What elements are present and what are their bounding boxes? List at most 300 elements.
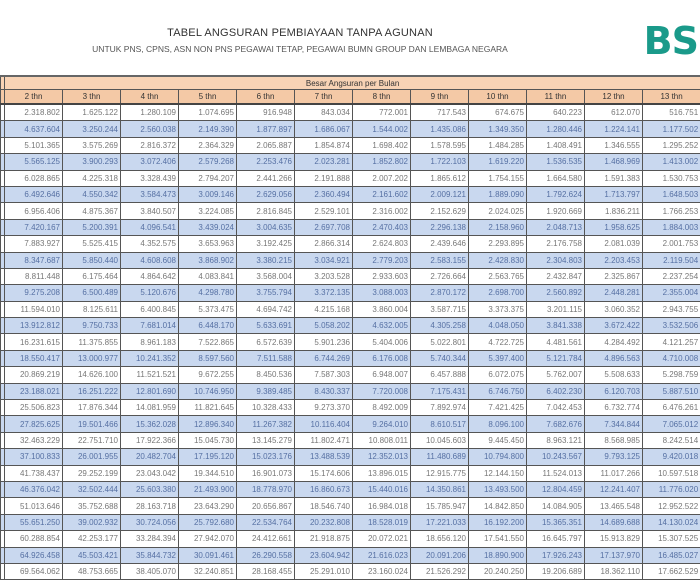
installment-cell: 5.120.676 xyxy=(121,285,179,301)
installment-cell: 17.662.529 xyxy=(643,563,700,579)
installment-cell: 2.296.138 xyxy=(411,219,469,235)
installment-cell: 38.405.070 xyxy=(121,563,179,579)
installment-cell: 6.746.750 xyxy=(469,383,527,399)
installment-cell: 2.149.390 xyxy=(179,121,237,137)
installment-cell: 2.023.281 xyxy=(295,154,353,170)
installment-cell: 18.528.019 xyxy=(353,514,411,530)
installment-cell: 1.346.555 xyxy=(585,137,643,153)
installment-cell: 4.710.008 xyxy=(643,350,700,366)
installment-cell: 9.672.255 xyxy=(179,367,237,383)
installment-cell: 2.316.002 xyxy=(353,203,411,219)
installment-cell: 1.413.002 xyxy=(643,154,700,170)
installment-cell: 28.168.455 xyxy=(237,563,295,579)
installment-cell: 5.740.344 xyxy=(411,350,469,366)
installment-cell: 15.023.176 xyxy=(237,449,295,465)
table-row xyxy=(1,318,700,334)
installment-cell: 4.121.257 xyxy=(643,334,700,350)
installment-cell: 2.441.266 xyxy=(237,170,295,186)
installment-cell: 2.001.753 xyxy=(643,236,700,252)
installment-cell: 17.137.970 xyxy=(585,547,643,563)
installment-cell: 3.201.115 xyxy=(527,301,585,317)
installment-cell: 5.101.365 xyxy=(5,137,63,153)
installment-cell: 14.130.024 xyxy=(643,514,700,530)
installment-cell: 2.579.268 xyxy=(179,154,237,170)
installment-cell: 1.408.491 xyxy=(527,137,585,153)
installment-cell: 60.288.854 xyxy=(5,531,63,547)
installment-cell: 5.121.784 xyxy=(527,350,585,366)
installment-cell: 3.860.004 xyxy=(353,301,411,317)
installment-cell: 33.284.394 xyxy=(121,531,179,547)
table-row xyxy=(1,268,700,284)
table-row xyxy=(1,219,700,235)
installment-cell: 2.203.453 xyxy=(585,252,643,268)
installment-cell: 7.344.844 xyxy=(585,416,643,432)
installment-cell: 19.206.689 xyxy=(527,563,585,579)
installment-cell: 17.195.120 xyxy=(179,449,237,465)
installment-cell: 772.001 xyxy=(353,104,411,121)
column-header: 2 thn xyxy=(5,90,63,105)
installment-cell: 2.629.056 xyxy=(237,186,295,202)
column-header-row xyxy=(1,90,700,105)
table-row xyxy=(1,285,700,301)
installment-cell: 6.072.075 xyxy=(469,367,527,383)
installment-cell: 23.604.942 xyxy=(295,547,353,563)
installment-cell: 2.253.476 xyxy=(237,154,295,170)
installment-cell: 41.738.437 xyxy=(5,465,63,481)
installment-cell: 2.048.713 xyxy=(527,219,585,235)
installment-cell: 15.307.525 xyxy=(643,531,700,547)
installment-cell: 1.836.211 xyxy=(585,203,643,219)
installment-cell: 20.091.206 xyxy=(411,547,469,563)
installment-cell: 22.534.764 xyxy=(237,514,295,530)
installment-cell: 14.689.688 xyxy=(585,514,643,530)
installment-cell: 6.956.406 xyxy=(5,203,63,219)
table-row xyxy=(1,137,700,153)
page-title: TABEL ANGSURAN PEMBIAYAAN TANPA AGUNAN xyxy=(0,27,600,39)
installment-cell: 4.096.541 xyxy=(121,219,179,235)
installment-cell: 1.578.595 xyxy=(411,137,469,153)
installment-cell: 3.868.902 xyxy=(179,252,237,268)
installment-cell: 1.530.753 xyxy=(643,170,700,186)
column-header: 13 thn xyxy=(643,90,700,105)
installment-cell: 7.421.425 xyxy=(469,400,527,416)
installment-cell: 23.160.024 xyxy=(353,563,411,579)
installment-cell: 23.188.021 xyxy=(5,383,63,399)
installment-cell: 1.766.253 xyxy=(643,203,700,219)
installment-cell: 2.470.403 xyxy=(353,219,411,235)
installment-cell: 2.009.121 xyxy=(411,186,469,202)
installment-cell: 7.720.008 xyxy=(353,383,411,399)
installment-cell: 3.034.921 xyxy=(295,252,353,268)
installment-cell: 3.004.635 xyxy=(237,219,295,235)
installment-cell: 4.083.841 xyxy=(179,268,237,284)
column-header: 12 thn xyxy=(585,90,643,105)
installment-cell: 2.158.960 xyxy=(469,219,527,235)
installment-cell: 3.192.425 xyxy=(237,236,295,252)
installment-cell: 8.610.517 xyxy=(411,416,469,432)
installment-cell: 16.860.673 xyxy=(295,481,353,497)
installment-cell: 11.776.020 xyxy=(643,481,700,497)
installment-cell: 10.241.352 xyxy=(121,350,179,366)
installment-cell: 69.564.062 xyxy=(5,563,63,579)
installment-cell: 21.493.900 xyxy=(179,481,237,497)
table-row xyxy=(1,301,700,317)
installment-cell: 5.525.415 xyxy=(63,236,121,252)
installment-cell: 3.672.422 xyxy=(585,318,643,334)
installment-cell: 18.362.110 xyxy=(585,563,643,579)
installment-cell: 5.404.006 xyxy=(353,334,411,350)
installment-cell: 3.840.507 xyxy=(121,203,179,219)
installment-cell: 8.811.448 xyxy=(5,268,63,284)
installment-cell: 7.420.167 xyxy=(5,219,63,235)
installment-cell: 12.144.150 xyxy=(469,465,527,481)
installment-cell: 1.713.797 xyxy=(585,186,643,202)
installment-cell: 7.522.865 xyxy=(179,334,237,350)
installment-cell: 2.007.202 xyxy=(353,170,411,186)
installment-cell: 2.816.372 xyxy=(121,137,179,153)
installment-cell: 13.465.548 xyxy=(585,498,643,514)
installment-cell: 9.389.485 xyxy=(237,383,295,399)
installment-cell: 4.215.168 xyxy=(295,301,353,317)
installment-cell: 19.344.510 xyxy=(179,465,237,481)
installment-cell: 9.275.208 xyxy=(5,285,63,301)
installment-cell: 8.492.009 xyxy=(353,400,411,416)
installment-cell: 5.565.125 xyxy=(5,154,63,170)
installment-cell: 48.753.665 xyxy=(63,563,121,579)
installment-cell: 2.870.172 xyxy=(411,285,469,301)
installment-cell: 2.237.254 xyxy=(643,268,700,284)
installment-cell: 13.912.812 xyxy=(5,318,63,334)
installment-cell: 516.751 xyxy=(643,104,700,121)
installment-cell: 8.450.536 xyxy=(237,367,295,383)
installment-cell: 17.922.366 xyxy=(121,432,179,448)
table-row xyxy=(1,252,700,268)
table-row xyxy=(1,334,700,350)
installment-cell: 12.352.013 xyxy=(353,449,411,465)
installment-cell: 21.918.875 xyxy=(295,531,353,547)
installment-cell: 18.778.970 xyxy=(237,481,295,497)
column-header: 7 thn xyxy=(295,90,353,105)
installment-cell: 1.177.502 xyxy=(643,121,700,137)
installment-cell: 6.028.865 xyxy=(5,170,63,186)
installment-cell: 26.001.955 xyxy=(63,449,121,465)
installment-cell: 6.400.845 xyxy=(121,301,179,317)
installment-cell: 4.896.563 xyxy=(585,350,643,366)
installment-cell: 11.375.855 xyxy=(63,334,121,350)
installment-cell: 2.360.494 xyxy=(295,186,353,202)
installment-cell: 7.587.303 xyxy=(295,367,353,383)
installment-cell: 1.619.220 xyxy=(469,154,527,170)
table-row xyxy=(1,203,700,219)
installment-cell: 6.500.489 xyxy=(63,285,121,301)
installment-cell: 9.264.010 xyxy=(353,416,411,432)
installment-cell: 19.501.466 xyxy=(63,416,121,432)
installment-cell: 6.120.703 xyxy=(585,383,643,399)
installment-cell: 12.804.459 xyxy=(527,481,585,497)
installment-cell: 17.221.033 xyxy=(411,514,469,530)
installment-cell: 10.243.567 xyxy=(527,449,585,465)
column-header: 11 thn xyxy=(527,90,585,105)
installment-cell: 1.484.285 xyxy=(469,137,527,153)
installment-cell: 8.096.100 xyxy=(469,416,527,432)
installment-cell: 717.543 xyxy=(411,104,469,121)
installment-cell: 1.648.503 xyxy=(643,186,700,202)
installment-cell: 42.253.177 xyxy=(63,531,121,547)
installment-cell: 18.890.900 xyxy=(469,547,527,563)
installment-cell: 1.468.969 xyxy=(585,154,643,170)
page-subtitle: UNTUK PNS, CPNS, ASN NON PNS PEGAWAI TETAP, PEGAWAI BUMN GROUP DAN LEMBAGA NEGARA xyxy=(0,44,600,54)
installment-cell: 7.681.014 xyxy=(121,318,179,334)
table-row xyxy=(1,121,700,137)
installment-cell: 6.732.774 xyxy=(585,400,643,416)
installment-cell: 20.240.250 xyxy=(469,563,527,579)
installment-cell: 37.100.833 xyxy=(5,449,63,465)
installment-cell: 4.481.561 xyxy=(527,334,585,350)
installment-cell: 3.072.406 xyxy=(121,154,179,170)
table-row xyxy=(1,449,700,465)
table-row xyxy=(1,498,700,514)
installment-cell: 2.318.802 xyxy=(5,104,63,121)
installment-cell: 2.432.847 xyxy=(527,268,585,284)
installment-cell: 2.697.708 xyxy=(295,219,353,235)
table-row xyxy=(1,432,700,448)
installment-cell: 25.603.380 xyxy=(121,481,179,497)
installment-cell: 4.875.367 xyxy=(63,203,121,219)
installment-cell: 1.854.874 xyxy=(295,137,353,153)
installment-cell: 11.521.521 xyxy=(121,367,179,383)
table-body xyxy=(1,104,700,580)
installment-cell: 5.058.202 xyxy=(295,318,353,334)
installment-cell: 3.532.506 xyxy=(643,318,700,334)
installment-cell: 8.242.514 xyxy=(643,432,700,448)
installment-cell: 2.560.038 xyxy=(121,121,179,137)
installment-cell: 1.686.067 xyxy=(295,121,353,137)
installment-cell: 12.952.522 xyxy=(643,498,700,514)
installment-cell: 2.304.803 xyxy=(527,252,585,268)
table-row xyxy=(1,416,700,432)
installment-cell: 2.119.504 xyxy=(643,252,700,268)
installment-cell: 10.116.404 xyxy=(295,416,353,432)
installment-cell: 22.751.710 xyxy=(63,432,121,448)
installment-cell: 30.724.056 xyxy=(121,514,179,530)
installment-cell: 7.883.927 xyxy=(5,236,63,252)
installment-cell: 21.616.023 xyxy=(353,547,411,563)
installment-cell: 2.563.765 xyxy=(469,268,527,284)
installment-cell: 3.203.528 xyxy=(295,268,353,284)
installment-cell: 4.048.050 xyxy=(469,318,527,334)
installment-cell: 10.597.518 xyxy=(643,465,700,481)
installment-cell: 11.594.010 xyxy=(5,301,63,317)
installment-cell: 1.280.109 xyxy=(121,104,179,121)
installment-cell: 916.948 xyxy=(237,104,295,121)
installment-cell: 2.448.281 xyxy=(585,285,643,301)
installment-cell: 2.191.888 xyxy=(295,170,353,186)
installment-cell: 4.694.742 xyxy=(237,301,295,317)
column-header: 8 thn xyxy=(353,90,411,105)
installment-cell: 32.240.851 xyxy=(179,563,237,579)
installment-cell: 1.224.141 xyxy=(585,121,643,137)
installment-cell: 843.034 xyxy=(295,104,353,121)
installment-cell: 2.355.004 xyxy=(643,285,700,301)
installment-cell: 18.546.740 xyxy=(295,498,353,514)
installment-cell: 2.943.755 xyxy=(643,301,700,317)
installment-cell: 13.488.539 xyxy=(295,449,353,465)
installment-cell: 28.163.718 xyxy=(121,498,179,514)
installment-cell: 3.009.146 xyxy=(179,186,237,202)
installment-cell: 2.726.664 xyxy=(411,268,469,284)
installment-cell: 1.435.086 xyxy=(411,121,469,137)
table-row xyxy=(1,465,700,481)
table-row xyxy=(1,154,700,170)
installment-cell: 2.816.845 xyxy=(237,203,295,219)
installment-cell: 8.347.687 xyxy=(5,252,63,268)
bank-logo: BS xyxy=(644,22,698,60)
installment-cell: 21.526.292 xyxy=(411,563,469,579)
installment-cell: 1.877.897 xyxy=(237,121,295,137)
table-row xyxy=(1,563,700,579)
installment-cell: 9.750.733 xyxy=(63,318,121,334)
installment-cell: 6.175.464 xyxy=(63,268,121,284)
installment-cell: 2.065.887 xyxy=(237,137,295,153)
installment-cell: 2.428.830 xyxy=(469,252,527,268)
installment-cell: 11.802.471 xyxy=(295,432,353,448)
installment-cell: 18.656.120 xyxy=(411,531,469,547)
installment-cell: 6.572.639 xyxy=(237,334,295,350)
installment-cell: 3.439.024 xyxy=(179,219,237,235)
installment-cell: 45.503.421 xyxy=(63,547,121,563)
table-row xyxy=(1,367,700,383)
installment-cell: 20.482.704 xyxy=(121,449,179,465)
installment-cell: 1.698.402 xyxy=(353,137,411,153)
installment-cell: 3.587.715 xyxy=(411,301,469,317)
installment-cell: 1.074.695 xyxy=(179,104,237,121)
installment-cell: 20.656.867 xyxy=(237,498,295,514)
installment-cell: 14.626.100 xyxy=(63,367,121,383)
installment-cell: 23.043.042 xyxy=(121,465,179,481)
installment-cell: 5.762.007 xyxy=(527,367,585,383)
table-row xyxy=(1,186,700,202)
column-header: 6 thn xyxy=(237,90,295,105)
installment-cell: 6.176.008 xyxy=(353,350,411,366)
installment-cell: 4.550.342 xyxy=(63,186,121,202)
installment-cell: 1.754.155 xyxy=(469,170,527,186)
installment-cell: 11.017.266 xyxy=(585,465,643,481)
installment-cell: 2.081.039 xyxy=(585,236,643,252)
group-header: Besar Angsuran per Bulan xyxy=(5,76,700,90)
installment-cell: 12.241.407 xyxy=(585,481,643,497)
installment-cell: 16.645.797 xyxy=(527,531,585,547)
installment-cell: 5.508.633 xyxy=(585,367,643,383)
installment-cell: 2.293.895 xyxy=(469,236,527,252)
installment-cell: 6.448.170 xyxy=(179,318,237,334)
installment-cell: 17.926.243 xyxy=(527,547,585,563)
installment-cell: 1.625.122 xyxy=(63,104,121,121)
installment-cell: 1.295.252 xyxy=(643,137,700,153)
installment-cell: 674.675 xyxy=(469,104,527,121)
installment-cell: 9.793.125 xyxy=(585,449,643,465)
installment-cell: 15.365.351 xyxy=(527,514,585,530)
installment-cell: 1.889.090 xyxy=(469,186,527,202)
installment-cell: 3.584.473 xyxy=(121,186,179,202)
table-row xyxy=(1,514,700,530)
installment-cell: 1.884.003 xyxy=(643,219,700,235)
installment-cell: 3.380.215 xyxy=(237,252,295,268)
installment-cell: 3.755.794 xyxy=(237,285,295,301)
installment-cell: 3.841.338 xyxy=(527,318,585,334)
installment-cell: 46.376.042 xyxy=(5,481,63,497)
installment-cell: 1.722.103 xyxy=(411,154,469,170)
installment-cell: 1.664.580 xyxy=(527,170,585,186)
installment-cell: 13.000.977 xyxy=(63,350,121,366)
table-row xyxy=(1,481,700,497)
installment-cell: 2.024.025 xyxy=(469,203,527,219)
installment-cell: 8.568.985 xyxy=(585,432,643,448)
installment-cell: 7.682.676 xyxy=(527,416,585,432)
installment-cell: 2.583.155 xyxy=(411,252,469,268)
column-header: 9 thn xyxy=(411,90,469,105)
installment-cell: 16.231.615 xyxy=(5,334,63,350)
column-header: 3 thn xyxy=(63,90,121,105)
installment-cell: 25.291.010 xyxy=(295,563,353,579)
installment-cell: 7.511.588 xyxy=(237,350,295,366)
installment-cell: 13.493.500 xyxy=(469,481,527,497)
installment-cell: 2.176.758 xyxy=(527,236,585,252)
installment-cell: 20.232.808 xyxy=(295,514,353,530)
installment-cell: 27.825.625 xyxy=(5,416,63,432)
table-row xyxy=(1,383,700,399)
installment-cell: 2.161.602 xyxy=(353,186,411,202)
installment-cell: 1.280.446 xyxy=(527,121,585,137)
installment-cell: 11.267.382 xyxy=(237,416,295,432)
installment-cell: 2.794.207 xyxy=(179,170,237,186)
installment-cell: 5.397.400 xyxy=(469,350,527,366)
table-row xyxy=(1,104,700,121)
installment-cell: 14.350.861 xyxy=(411,481,469,497)
installment-cell: 9.420.018 xyxy=(643,449,700,465)
installment-cell: 10.794.800 xyxy=(469,449,527,465)
installment-cell: 26.290.558 xyxy=(237,547,295,563)
installment-cell: 5.200.391 xyxy=(63,219,121,235)
installment-cell: 20.072.021 xyxy=(353,531,411,547)
installment-cell: 32.502.444 xyxy=(63,481,121,497)
installment-cell: 1.349.350 xyxy=(469,121,527,137)
column-header: 5 thn xyxy=(179,90,237,105)
installment-cell: 4.864.642 xyxy=(121,268,179,284)
installment-cell: 2.152.629 xyxy=(411,203,469,219)
installment-cell: 1.958.625 xyxy=(585,219,643,235)
installment-cell: 15.785.947 xyxy=(411,498,469,514)
installment-cell: 4.225.318 xyxy=(63,170,121,186)
installment-cell: 9.273.370 xyxy=(295,400,353,416)
installment-cell: 15.362.028 xyxy=(121,416,179,432)
installment-cell: 4.352.575 xyxy=(121,236,179,252)
installment-cell: 24.412.661 xyxy=(237,531,295,547)
installment-cell: 6.744.269 xyxy=(295,350,353,366)
table-row xyxy=(1,547,700,563)
installment-cell: 3.372.135 xyxy=(295,285,353,301)
installment-cell: 8.963.121 xyxy=(527,432,585,448)
installment-cell: 8.597.560 xyxy=(179,350,237,366)
installment-cell: 3.250.244 xyxy=(63,121,121,137)
installment-cell: 2.364.329 xyxy=(179,137,237,153)
installment-cell: 10.808.011 xyxy=(353,432,411,448)
installment-cell: 1.544.002 xyxy=(353,121,411,137)
installment-cell: 9.445.450 xyxy=(469,432,527,448)
installment-cell: 612.070 xyxy=(585,104,643,121)
installment-cell: 640.223 xyxy=(527,104,585,121)
installment-cell: 15.174.606 xyxy=(295,465,353,481)
installment-cell: 39.002.932 xyxy=(63,514,121,530)
